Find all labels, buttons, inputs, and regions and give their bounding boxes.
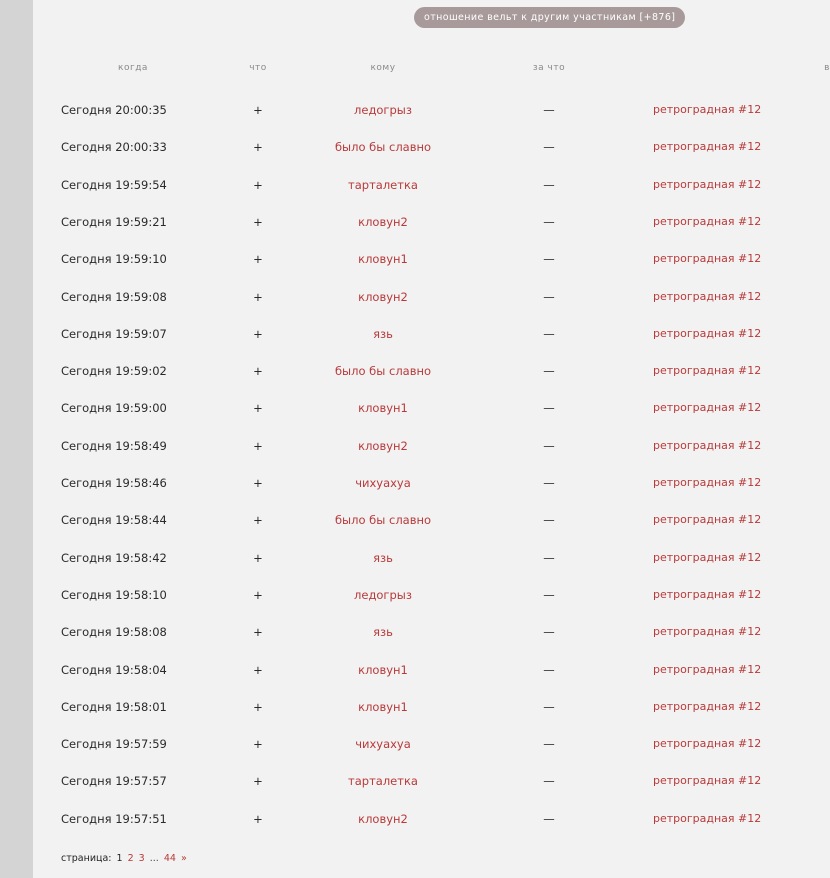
row-action [253, 473, 263, 493]
table-row [33, 137, 828, 157]
row-action [253, 660, 263, 680]
row-time: Сегодня 19:59:08 [61, 289, 167, 304]
table-row [33, 734, 828, 754]
row-reason-text: — [543, 550, 555, 565]
row-action [253, 212, 263, 232]
row-action-sign: + [253, 140, 263, 155]
row-time: Сегодня 19:59:21 [61, 214, 167, 229]
row-action [253, 137, 263, 157]
row-recipient-link[interactable]: язь [373, 326, 393, 341]
row-time: Сегодня 19:58:42 [61, 550, 167, 565]
row-action-sign: + [253, 326, 263, 341]
table-row [33, 436, 828, 456]
row-recipient-link[interactable]: кловун2 [358, 289, 408, 304]
pagination-current-page: 1 [116, 853, 123, 864]
row-action-sign: + [253, 401, 263, 416]
row-reason [543, 771, 555, 791]
row-time: Сегодня 19:59:02 [61, 364, 167, 379]
row-action [253, 697, 263, 717]
row-reason-text: — [543, 587, 555, 602]
row-topic-link[interactable]: ретроградная #12 [653, 252, 762, 266]
table-row [33, 100, 828, 120]
row-recipient [373, 324, 393, 344]
row-recipient-link[interactable]: кловун2 [358, 811, 408, 826]
row-action-sign: + [253, 513, 263, 528]
row-action [253, 398, 263, 418]
row-topic-link[interactable]: ретроградная #12 [653, 214, 762, 228]
row-time: Сегодня 19:58:46 [61, 476, 167, 490]
row-time: Сегодня 19:58:49 [61, 438, 167, 453]
row-reason-text: — [543, 252, 555, 267]
row-topic-link[interactable]: ретроградная #12 [653, 401, 762, 415]
row-time: Сегодня 19:59:00 [61, 401, 167, 416]
row-reason [543, 324, 555, 344]
row-recipient [358, 287, 408, 307]
row-reason [543, 137, 555, 157]
row-reason-text: — [543, 438, 555, 453]
row-topic-link[interactable]: ретроградная #12 [653, 699, 762, 713]
row-topic-link[interactable]: ретроградная #12 [653, 625, 762, 639]
row-topic-link[interactable]: ретроградная #12 [653, 737, 762, 751]
row-recipient [355, 734, 411, 754]
row-action-sign: + [253, 177, 263, 192]
pagination-page-3[interactable]: 3 [138, 853, 145, 864]
pagination-label: страница: [61, 853, 112, 864]
row-reason [543, 510, 555, 530]
row-reason [543, 361, 555, 381]
table-row [33, 622, 828, 642]
row-time: Сегодня 19:58:04 [61, 662, 167, 677]
row-reason-text: — [543, 289, 555, 304]
row-reason-text: — [543, 811, 555, 826]
table-row [33, 361, 828, 381]
column-header-to: кому [370, 63, 396, 73]
row-time: Сегодня 19:59:10 [61, 252, 167, 267]
row-recipient [334, 361, 432, 381]
row-action [253, 287, 263, 307]
row-topic-link[interactable]: ретроградная #12 [653, 103, 762, 116]
row-recipient [358, 212, 408, 232]
pagination-next[interactable]: » [180, 853, 187, 864]
row-reason [543, 398, 555, 418]
row-action-sign: + [253, 699, 263, 714]
row-recipient [358, 809, 408, 829]
row-topic-link[interactable]: ретроградная #12 [653, 177, 762, 191]
row-reason [543, 548, 555, 568]
row-recipient-link[interactable]: чихуахуа [355, 476, 411, 490]
row-time: Сегодня 19:58:10 [61, 587, 167, 602]
row-recipient-link[interactable]: кловун1 [358, 699, 408, 714]
row-topic-link[interactable]: ретроградная #12 [653, 587, 762, 601]
table-row [33, 585, 828, 605]
row-action [253, 622, 263, 642]
row-recipient-link[interactable]: тарталетка [348, 177, 418, 192]
column-header-last: в [824, 63, 830, 73]
row-reason [543, 585, 555, 605]
row-recipient-link[interactable]: было бы славно [334, 140, 432, 155]
row-recipient [348, 771, 418, 791]
row-recipient [348, 175, 418, 195]
row-recipient [334, 510, 432, 530]
table-row [33, 660, 828, 680]
row-time: Сегодня 19:57:51 [61, 811, 167, 826]
table-row [33, 771, 828, 791]
pagination [61, 853, 187, 864]
row-action [253, 734, 263, 754]
row-recipient-link[interactable]: кловун2 [358, 438, 408, 453]
row-time: Сегодня 19:57:59 [61, 737, 167, 752]
page-title-pill: отношение вельт к другим участникам [+876] [414, 7, 685, 28]
row-recipient-link[interactable]: язь [373, 625, 393, 640]
table-row [33, 510, 828, 530]
row-action [253, 100, 263, 120]
row-action-sign: + [253, 438, 263, 453]
row-action-sign: + [253, 476, 263, 490]
row-reason-text: — [543, 737, 555, 752]
pagination-page-2[interactable]: 2 [127, 853, 134, 864]
table-row [33, 473, 828, 493]
row-recipient-link[interactable]: кловун1 [358, 662, 408, 677]
row-time: Сегодня 20:00:33 [61, 140, 167, 155]
row-topic-link[interactable]: ретроградная #12 [653, 811, 762, 825]
main-content [33, 0, 828, 878]
row-reason-text: — [543, 476, 555, 490]
row-topic-link[interactable]: ретроградная #12 [653, 289, 762, 303]
row-time: Сегодня 19:59:07 [61, 326, 167, 341]
row-recipient [334, 137, 432, 157]
row-reason-text: — [543, 699, 555, 714]
table-row [33, 287, 828, 307]
table-row [33, 212, 828, 232]
row-action [253, 771, 263, 791]
row-reason-text: — [543, 625, 555, 640]
row-recipient [358, 398, 408, 418]
row-reason [543, 809, 555, 829]
row-time: Сегодня 19:59:54 [61, 177, 167, 192]
row-reason [543, 436, 555, 456]
row-recipient [358, 436, 408, 456]
row-recipient-link[interactable]: было бы славно [334, 513, 432, 528]
row-action [253, 175, 263, 195]
row-recipient [358, 249, 408, 269]
row-reason-text: — [543, 103, 555, 117]
row-time: Сегодня 20:00:35 [61, 103, 167, 117]
row-topic-link[interactable]: ретроградная #12 [653, 364, 762, 378]
row-reason [543, 734, 555, 754]
row-reason-text: — [543, 401, 555, 416]
row-action-sign: + [253, 550, 263, 565]
row-recipient [358, 660, 408, 680]
row-action-sign: + [253, 214, 263, 229]
row-recipient-link[interactable]: кловун1 [358, 401, 408, 416]
row-time: Сегодня 19:58:01 [61, 699, 167, 714]
row-reason [543, 473, 555, 493]
row-reason-text: — [543, 364, 555, 379]
row-action-sign: + [253, 103, 263, 117]
row-action [253, 809, 263, 829]
row-action-sign: + [253, 587, 263, 602]
row-reason-text: — [543, 774, 555, 789]
row-recipient [373, 622, 393, 642]
row-reason [543, 660, 555, 680]
row-topic-link[interactable]: ретроградная #12 [653, 774, 762, 788]
row-topic-link[interactable]: ретроградная #12 [653, 662, 762, 676]
row-action [253, 510, 263, 530]
row-recipient [373, 548, 393, 568]
row-action-sign: + [253, 364, 263, 379]
row-recipient [354, 585, 412, 605]
row-reason [543, 249, 555, 269]
row-recipient [355, 473, 411, 493]
pagination-last-page[interactable]: 44 [163, 853, 176, 864]
row-topic-link[interactable]: ретроградная #12 [653, 438, 762, 452]
row-time: Сегодня 19:58:08 [61, 625, 167, 640]
row-topic-link[interactable]: ретроградная #12 [653, 476, 762, 489]
table-row [33, 324, 828, 344]
row-reason [543, 212, 555, 232]
row-action-sign: + [253, 737, 263, 752]
row-recipient-link[interactable]: чихуахуа [355, 737, 411, 752]
row-recipient-link[interactable]: было бы славно [334, 364, 432, 379]
row-action [253, 436, 263, 456]
row-reason [543, 175, 555, 195]
row-topic-link[interactable]: ретроградная #12 [653, 326, 762, 340]
row-reason-text: — [543, 140, 555, 155]
row-action-sign: + [253, 625, 263, 640]
left-sidebar-strip [0, 0, 33, 878]
table-row [33, 175, 828, 195]
pagination-ellipsis: ... [149, 853, 159, 864]
row-recipient [354, 100, 412, 120]
row-reason-text: — [543, 177, 555, 192]
row-recipient-link[interactable]: язь [373, 550, 393, 565]
row-action [253, 585, 263, 605]
row-reason-text: — [543, 662, 555, 677]
row-action-sign: + [253, 289, 263, 304]
column-header-what: что [249, 63, 267, 73]
table-row [33, 548, 828, 568]
row-recipient-link[interactable]: тарталетка [348, 774, 418, 789]
row-action-sign: + [253, 774, 263, 789]
table-row [33, 809, 828, 829]
table-row [33, 697, 828, 717]
row-reason [543, 100, 555, 120]
column-header-for: за что [532, 63, 566, 73]
row-action-sign: + [253, 811, 263, 826]
row-recipient-link[interactable]: кловун1 [358, 252, 408, 267]
row-action [253, 548, 263, 568]
table-row [33, 398, 828, 418]
row-action-sign: + [253, 662, 263, 677]
table-row [33, 249, 828, 269]
row-action-sign: + [253, 252, 263, 267]
row-recipient-link[interactable]: ледогрыз [354, 103, 412, 117]
row-recipient [358, 697, 408, 717]
row-action [253, 249, 263, 269]
row-reason-text: — [543, 214, 555, 229]
row-recipient-link[interactable]: ледогрыз [354, 587, 412, 602]
row-topic-link[interactable]: ретроградная #12 [653, 513, 762, 527]
row-recipient-link[interactable]: кловун2 [358, 214, 408, 229]
row-reason [543, 697, 555, 717]
row-action [253, 361, 263, 381]
column-header-when: когда [118, 63, 148, 73]
row-time: Сегодня 19:58:44 [61, 513, 167, 528]
row-reason-text: — [543, 513, 555, 528]
row-reason [543, 622, 555, 642]
row-topic-link[interactable]: ретроградная #12 [653, 140, 762, 154]
row-reason-text: — [543, 326, 555, 341]
row-reason [543, 287, 555, 307]
row-time: Сегодня 19:57:57 [61, 774, 167, 789]
row-action [253, 324, 263, 344]
row-topic-link[interactable]: ретроградная #12 [653, 550, 762, 564]
